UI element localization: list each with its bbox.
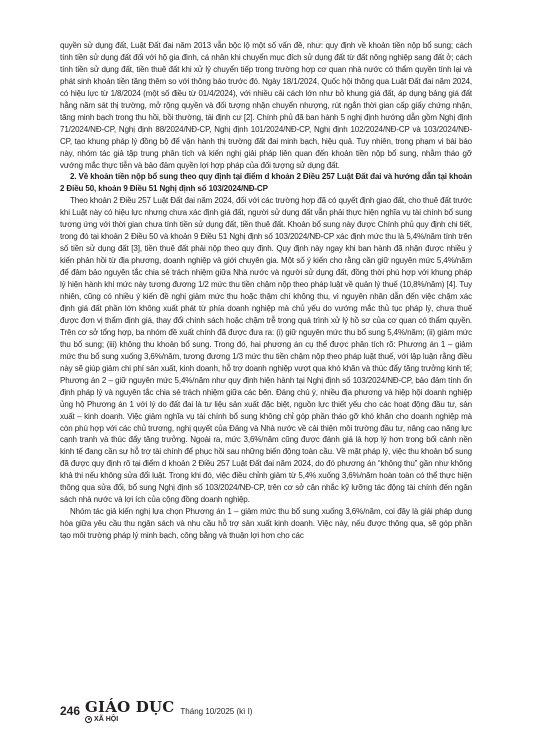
logo-title: GIÁO DỤC bbox=[85, 697, 175, 716]
paragraph-intro: quyền sử dụng đất, Luật Đất đai năm 2013 vẫn bộc lộ một số vấn đề, như: quy định về khoản tiền nộp bổ sung; cách tính tiền sử dụng đất đối với hộ gia đình, cá nhân khi chuyển mục đích sử dụng đất từ đất nông nghiệp sang đất ở; cách tính tiền sử dụng đất, tiền thuê đất khi xử lý chuyển tiếp trong trường hợp cơ quan nhà nước có thẩm quyền tính lại và phát sinh khoản tiền tăng thêm so với thông báo trước đó. Ngày 18/1/2024, Quốc hội thông qua Luật Đất đai năm 2024, có hiệu lực từ 1/8/2024 (một số điều từ 01/4/2024), với nhiều cải cách lớn như bỏ khung giá đất, áp dụng bảng giá đất hằng năm sát thị trường, mở rộng quyền và đối tượng nhận chuyển nhượng, rút ngắn thời gian cấp giấy chứng nhận, tăng minh bạch trong thu hồi, bồi thường, tái định cư [2]. Chính phủ đã ban hành 5 nghị định hướng dẫn gồm Nghị định 71/2024/NĐ-CP, Nghị định 88/2024/NĐ-CP, Nghị định 101/2024/NĐ-CP, Nghị định 102/2024/NĐ-CP và 103/2024/NĐ-CP, tạo khung pháp lý đồng bộ để vận hành thị trường đất đai minh bạch, hiệu quả. Tuy nhiên, trong phạm vi bài báo này, nhóm tác giả tập trung phân tích và kiến nghị giải pháp liên quan đến khoản tiền nộp bổ sung, nhằm tháo gỡ vướng mắc thực tiễn và bảo đảm quyền lợi hợp pháp của đối tượng sử dụng đất. bbox=[60, 41, 472, 170]
article-body bbox=[60, 40, 472, 542]
journal-logo bbox=[85, 697, 175, 723]
page-number: 246 bbox=[60, 704, 81, 718]
issue-date: Tháng 10/2025 (kì I) bbox=[180, 706, 253, 716]
section-heading: 2. Về khoản tiền nộp bổ sung theo quy định tại điểm d khoản 2 Điều 257 Luật Đất đai và hướng dẫn tại khoản 2 Điều 50, khoản 9 Điều 51 Nghị định số 103/2024/NĐ-CP bbox=[60, 172, 472, 194]
logo-mark-icon bbox=[85, 716, 92, 723]
paragraph-body: Theo khoản 2 Điều 257 Luật Đất đai năm 2024, đối với các trường hợp đã có quyết định giao đất, cho thuê đất trước khi Luật này có hiệu lực nhưng chưa xác định giá đất, người sử dụng đất vẫn phải thực hiện nghĩa vụ tài chính bổ sung tương ứng với thời gian chưa tính tiền sử dụng đất, tiền thuê đất. Khoản bổ sung này được Chính phủ quy định chi tiết, trong đó tại khoản 2 Điều 50 và khoản 9 Điều 51 Nghị định số 103/2024/NĐ-CP xác định mức thu là 5,4%/năm tính trên số tiền sử dụng đất [3], tiền thuê đất phải nộp theo quy định. Quy định này ngay khi ban hành đã nhận được nhiều ý kiến phản hồi từ địa phương, doanh nghiệp và giới chuyên gia. Một số ý kiến cho rằng cần giữ nguyên mức 5,4%/năm để đảm bảo nguyên tắc chia sẻ trách nhiệm giữa Nhà nước và người sử dụng đất, đồng thời phù hợp với khung pháp lý hiện hành khi mức này tương đương 1/2 mức thu tiền chậm nộp theo pháp luật về quản lý thuế (10,8%/năm) [4]. Tuy nhiên, cũng có nhiều ý kiến đề nghị giảm mức thu hoặc thậm chí không thu, vì nguyên nhân dẫn đến việc chậm xác định giá đất phần lớn không xuất phát từ phía doanh nghiệp mà chủ yếu do vướng mắc thủ tục pháp lý, chưa thuế được đơn vị thẩm định giá, thay đổi chính sách hoặc chậm trễ trong quá trình xử lý hồ sơ của cơ quan có thẩm quyền. Trên cơ sở tổng hợp, ba nhóm đề xuất chính đã được đưa ra: (i) giữ nguyên mức thu bổ sung 5,4%/năm; (ii) giảm mức thu bổ sung; (iii) không thu khoản bổ sung. Trong đó, hai phương án cụ thể được phân tích rõ: Phương án 1 – giảm mức thu bổ sung xuống 3,6%/năm, tương đương 1/3 mức thu tiền chậm nộp theo pháp luật thuế, với lập luận rằng điều này sẽ giúp giảm chi phí sản xuất, kinh doanh, hỗ trợ doanh nghiệp vượt qua khó khăn và thúc đẩy tăng trưởng kinh tế; Phương án 2 – giữ nguyên mức 5,4%/năm như quy định hiện hành tại Nghị định số 103/2024/NĐ-CP, bảo đảm tính ổn định pháp lý và nguyên tắc chia sẻ trách nhiệm giữa các bên. Đáng chú ý, nhiều địa phương và hiệp hội doanh nghiệp ủng hộ Phương án 1 với lý do đất đai là tư liệu sản xuất đặc biệt, nguồn lực thiết yếu cho các hoạt động đầu tư, sản xuất – kinh doanh. Việc giảm nghĩa vụ tài chính bổ sung không chỉ góp phần tháo gỡ khó khăn cho doanh nghiệp mà còn phù hợp với các chủ trương, nghị quyết của Đảng và Nhà nước về cải thiện môi trường đầu tư, nâng cao năng lực cạnh tranh và thúc đẩy tăng trưởng. Ngoài ra, mức 3,6%/năm cũng được đánh giá là hợp lý hơn trong bối cảnh nền kinh tế đang cần sự hỗ trợ tài chính để phục hồi sau những biến động toàn cầu. Về mặt pháp lý, việc thu khoản bổ sung đã được quy định rõ tại điểm d khoản 2 Điều 257 Luật Đất đai năm 2024, do đó phương án “không thu” gần như không khả thi nếu không sửa đổi luật. Trong khi đó, việc điều chỉnh giảm từ 5,4% xuống 3,6%/năm hoàn toàn có thể thực hiện thông qua sửa đổi, bổ sung Nghị định số 103/2024/NĐ-CP, trên cơ sở cân nhắc kỹ lưỡng tác động tài chính đến ngân sách nhà nước và lợi ích của cộng đồng doanh nghiệp. bbox=[60, 196, 472, 505]
logo-subtitle-row bbox=[85, 716, 118, 723]
paragraph-recommendation: Nhóm tác giả kiến nghị lựa chọn Phương án 1 – giảm mức thu bổ sung xuống 3,6%/năm, coi đây là giải pháp dung hòa giữa yêu cầu thu ngân sách và nhu cầu hỗ trợ sản xuất kinh doanh. Việc này, nếu được thông qua, sẽ góp phần tạo môi trường pháp lý minh bạch, công bằng và thuận lợi hơn cho các bbox=[60, 507, 472, 541]
logo-subtitle: XÃ HỘI bbox=[94, 715, 119, 723]
page-footer bbox=[60, 696, 252, 726]
